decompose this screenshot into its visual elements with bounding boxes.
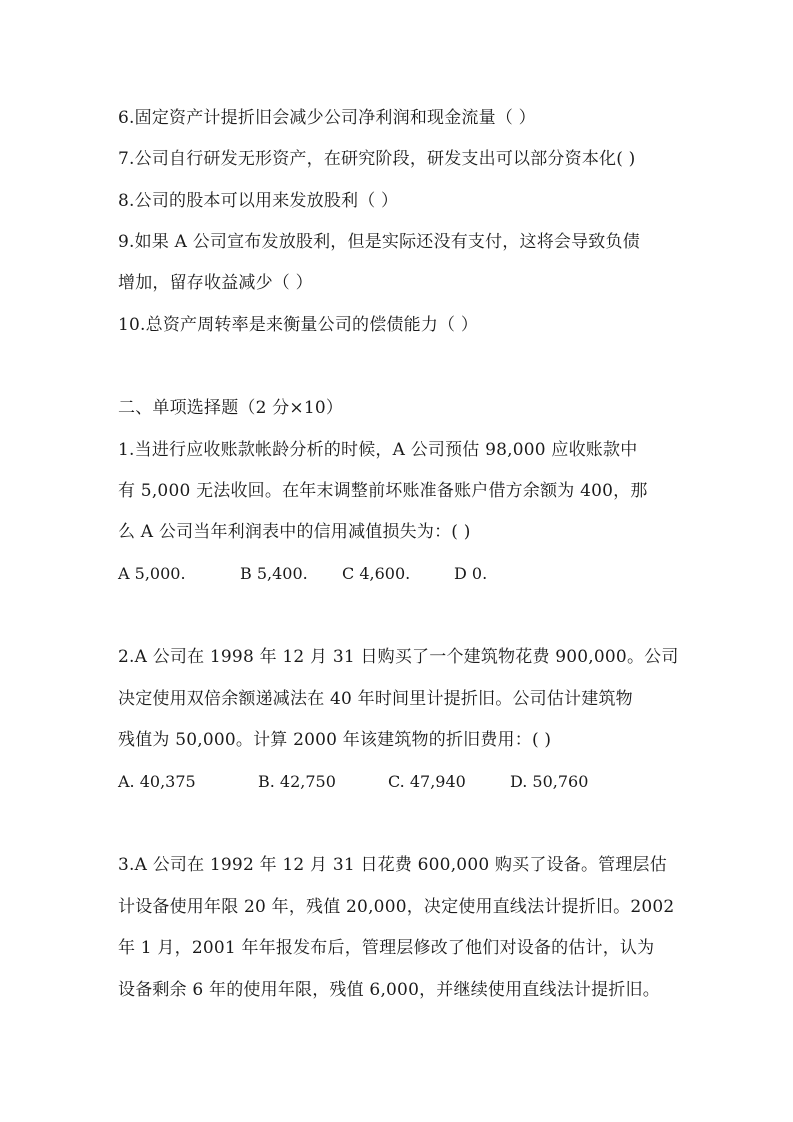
mc-question-3-line-1: 3.A 公司在 1992 年 12 月 31 日花费 600,000 购买了设备。管理层估	[118, 855, 667, 875]
option-a: A 5,000.	[118, 564, 186, 583]
mc-question-1-line-2: 有 5,000 无法收回。在年末调整前坏账准备账户借方余额为 400，那	[118, 481, 648, 501]
option-a: A. 40,375	[118, 772, 196, 791]
question-6: 6.固定资产计提折旧会减少公司净利润和现金流量（ ）	[118, 108, 536, 128]
mc-question-3-line-2: 计设备使用年限 20 年，残值 20,000，决定使用直线法计提折旧。2002	[118, 897, 675, 917]
mc-question-2-line-1: 2.A 公司在 1998 年 12 月 31 日购买了一个建筑物花费 900,000。公司	[118, 647, 679, 667]
question-9-line-2: 增加，留存收益减少（ ）	[118, 273, 313, 293]
question-9-line-1: 9.如果 A 公司宣布发放股利，但是实际还没有支付，这将会导致负债	[118, 232, 640, 252]
option-d: D 0.	[454, 564, 488, 583]
section-heading: 二、单项选择题（2 分×10）	[118, 398, 344, 418]
question-10: 10.总资产周转率是来衡量公司的偿债能力（ ）	[118, 315, 479, 335]
mc-question-3-line-4: 设备剩余 6 年的使用年限，残值 6,000，并继续使用直线法计提折旧。	[118, 980, 660, 1000]
mc-question-1-line-1: 1.当进行应收账款帐龄分析的时候，A 公司预估 98,000 应收账款中	[118, 440, 638, 460]
option-d: D. 50,760	[510, 772, 589, 791]
option-c: C. 47,940	[388, 772, 466, 791]
option-b: B 5,400.	[240, 564, 308, 583]
mc-question-3-line-3: 年 1 月，2001 年年报发布后，管理层修改了他们对设备的估计，认为	[118, 938, 655, 958]
mc-question-1-line-3: 么 A 公司当年利润表中的信用减值损失为：( )	[118, 522, 471, 542]
question-8: 8.公司的股本可以用来发放股利（ ）	[118, 191, 399, 211]
mc-question-2-line-3: 残值为 50,000。计算 2000 年该建筑物的折旧费用：( )	[118, 730, 552, 750]
option-c: C 4,600.	[342, 564, 411, 583]
question-7: 7.公司自行研发无形资产，在研究阶段，研发支出可以部分资本化( )	[118, 149, 636, 169]
option-b: B. 42,750	[258, 772, 336, 791]
mc-question-2-line-2: 决定使用双倍余额递减法在 40 年时间里计提折旧。公司估计建筑物	[118, 689, 633, 709]
